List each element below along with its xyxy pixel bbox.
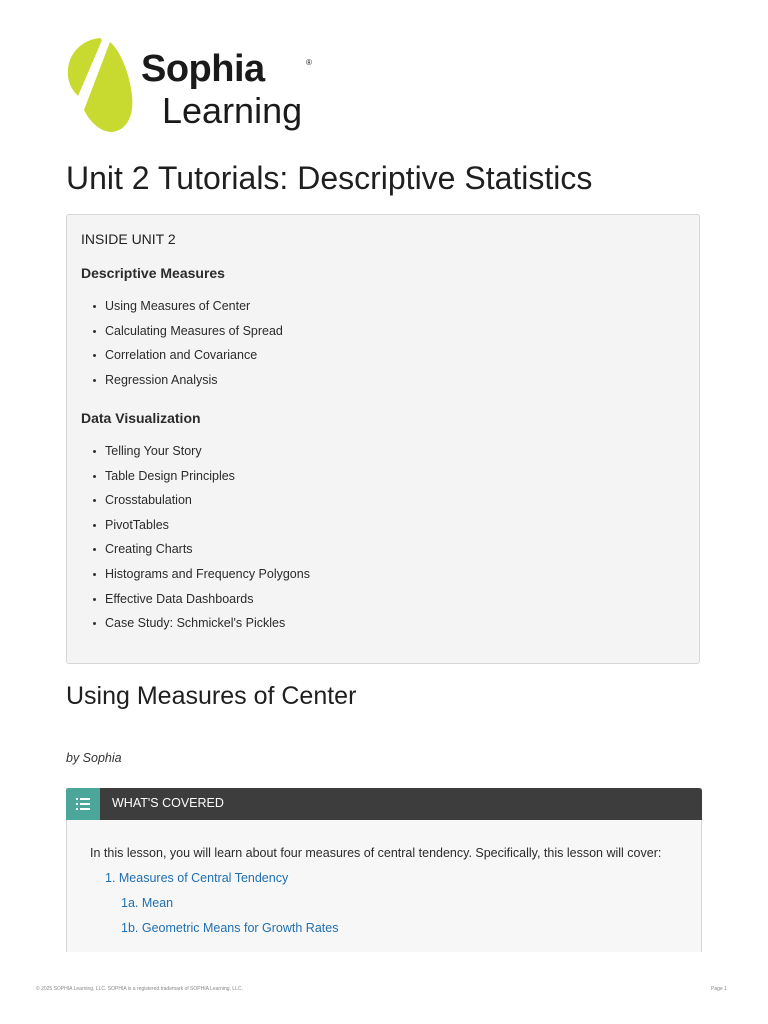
unit-title: Unit 2 Tutorials: Descriptive Statistics	[66, 160, 593, 196]
list-item[interactable]	[91, 539, 310, 564]
bullet-icon	[93, 354, 96, 357]
inside-unit-title: INSIDE UNIT 2	[81, 231, 176, 247]
link-measures-of-central-tendency[interactable]: 1. Measures of Central Tendency	[105, 871, 289, 885]
list-item-label: Correlation and Covariance	[105, 348, 258, 363]
bullet-icon	[93, 499, 96, 502]
descriptive-measures-list	[91, 296, 283, 394]
whats-covered-header	[66, 788, 702, 820]
bullet-icon	[93, 524, 96, 527]
link-mean[interactable]: 1a. Mean	[121, 896, 174, 910]
bullet-icon	[93, 573, 96, 576]
list-item-label: PivotTables	[105, 517, 169, 532]
bullet-icon	[93, 305, 96, 308]
whats-covered-intro: In this lesson, you will learn about four measures of central tendency. Specifically, this lesson will cover:	[90, 846, 662, 860]
list-item-label: Creating Charts	[105, 542, 193, 557]
list-item[interactable]	[91, 370, 283, 395]
list-item-label: Crosstabulation	[105, 493, 192, 508]
bullet-icon	[93, 379, 96, 382]
bullet-icon	[93, 598, 96, 601]
list-item[interactable]	[91, 296, 283, 321]
link-geometric-means[interactable]: 1b. Geometric Means for Growth Rates	[121, 921, 339, 935]
list-item[interactable]	[91, 466, 310, 491]
bullet-icon	[93, 622, 96, 625]
list-item-label: Effective Data Dashboards	[105, 591, 254, 606]
bullet-icon	[93, 475, 96, 478]
section-heading-data-visualization: Data Visualization	[81, 410, 201, 426]
list-item-label: Calculating Measures of Spread	[105, 323, 283, 338]
brand-name-sophia: Sophia	[141, 48, 265, 90]
list-item[interactable]	[91, 515, 310, 540]
inside-unit-box	[66, 214, 700, 664]
list-item-label: Using Measures of Center	[105, 299, 251, 313]
bullet-icon	[93, 450, 96, 453]
footer-copyright: © 2025 SOPHIA Learning, LLC. SOPHIA is a registered trademark of SOPHIA Learning, LLC.	[36, 986, 243, 992]
byline: by Sophia	[66, 751, 122, 765]
lesson-title: Using Measures of Center	[66, 682, 357, 710]
list-icon	[66, 788, 100, 820]
footer-page-number: Page 1	[711, 986, 727, 992]
sophia-leaf-logo-icon	[66, 36, 136, 136]
bullet-icon	[93, 548, 96, 551]
data-visualization-list	[91, 441, 310, 638]
list-item[interactable]	[91, 490, 310, 515]
bullet-icon	[93, 330, 96, 333]
list-item[interactable]	[91, 613, 310, 638]
list-item-label: Telling Your Story	[105, 444, 202, 458]
list-item-label: Table Design Principles	[105, 468, 235, 483]
list-item[interactable]	[91, 589, 310, 614]
brand-name-learning: Learning	[162, 90, 303, 131]
section-heading-descriptive-measures: Descriptive Measures	[81, 265, 225, 281]
whats-covered-label: WHAT'S COVERED	[112, 796, 224, 810]
list-item[interactable]	[91, 441, 310, 466]
whats-covered-panel	[66, 788, 702, 952]
list-item-label: Histograms and Frequency Polygons	[105, 566, 310, 581]
list-item-label: Regression Analysis	[105, 372, 218, 387]
registered-mark: ®	[306, 58, 312, 67]
sophia-logo	[66, 36, 346, 136]
list-item[interactable]	[91, 321, 283, 346]
list-item-label: Case Study: Schmickel's Pickles	[105, 616, 286, 631]
list-item[interactable]	[91, 345, 283, 370]
list-item[interactable]	[91, 564, 310, 589]
